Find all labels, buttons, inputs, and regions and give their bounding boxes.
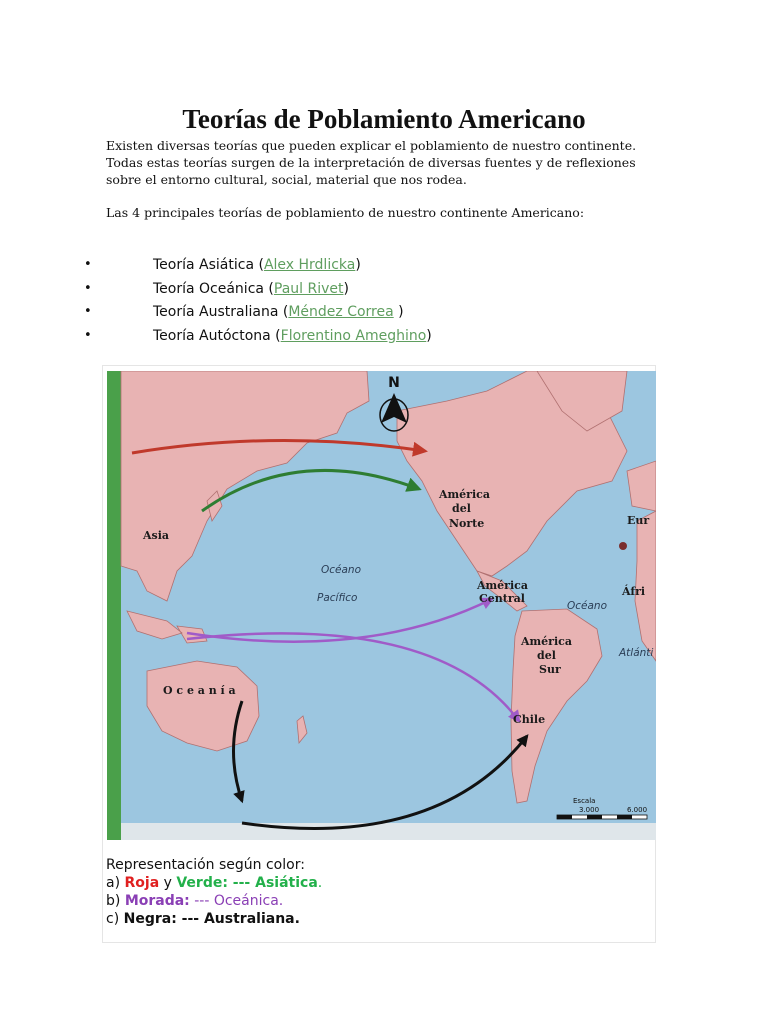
theory-name: Teoría Autóctona ( <box>153 327 281 344</box>
paren-close: ) <box>343 280 349 297</box>
label-na: del <box>452 502 471 515</box>
label-ca: Central <box>479 592 525 605</box>
bullet: • <box>84 327 92 343</box>
theory-name: Teoría Asiática ( <box>153 257 264 273</box>
bullet: • <box>84 257 92 272</box>
migration-map <box>107 371 656 840</box>
label-pacific: Pacífico <box>317 592 358 604</box>
compass-north-label: N <box>388 375 400 391</box>
label-ca: América <box>477 579 528 592</box>
theories-list <box>0 255 768 349</box>
paren-close: ) <box>393 304 404 320</box>
lead-sentence: Las 4 principales teorías de poblamiento de nuestro continente Americano: <box>106 205 585 220</box>
legend-black: Negra: <box>123 911 177 927</box>
label-ocean-right: Océano <box>567 600 608 612</box>
label-sa: del <box>537 649 556 662</box>
intro-line: Existen diversas teorías que pueden explicar el poblamiento de nuestro continente. <box>106 138 637 153</box>
author-link[interactable]: Méndez Correa <box>288 304 394 320</box>
bullet: • <box>84 304 92 319</box>
author-link[interactable]: Florentino Ameghino <box>280 327 427 344</box>
legend-heading: Representación según color: <box>106 857 305 873</box>
page-title: Teorías de Poblamiento Americano <box>182 104 586 134</box>
label-europe: Eur <box>627 514 650 527</box>
map-bottom-band <box>121 823 656 840</box>
label-chile: Chile <box>513 713 546 726</box>
label-sa: América <box>521 635 572 648</box>
scale-end: 6.000 <box>627 806 648 814</box>
label-asia: Asia <box>143 529 170 542</box>
bullet: • <box>84 280 92 296</box>
label-africa: Áfri <box>622 585 646 598</box>
label-na: Norte <box>449 517 485 530</box>
label-na: América <box>439 488 490 501</box>
legend-row-a: a) Roja y Verde: --- Asiática. <box>106 875 323 891</box>
theory-name: Teoría Oceánica ( <box>153 280 274 297</box>
legend-green: Verde: <box>176 875 228 891</box>
paren-close: ) <box>426 327 432 344</box>
list-item <box>0 255 768 279</box>
list-item <box>0 302 768 326</box>
list-item <box>0 279 768 303</box>
label-sa: Sur <box>539 663 561 676</box>
list-item <box>0 326 768 350</box>
label-oceania: O c e a n í a <box>163 684 236 697</box>
map-border-strip <box>107 371 121 840</box>
intro-line: sobre el entorno cultural, social, material que nos rodea. <box>106 172 467 187</box>
author-link[interactable]: Alex Hrdlicka <box>263 257 356 273</box>
label-atlantic: Atlánti <box>619 647 654 659</box>
author-link[interactable]: Paul Rivet <box>273 280 344 297</box>
color-legend <box>106 856 322 928</box>
legend-red: Roja <box>124 875 160 891</box>
label-pacific: Océano <box>321 564 362 576</box>
scale-mid: 3.000 <box>579 806 600 814</box>
island-marker <box>619 542 627 550</box>
paren-close: ) <box>355 257 361 273</box>
intro-line: Todas estas teorías surgen de la interpretación de diversas fuentes y de reflexiones <box>106 155 636 170</box>
theory-name: Teoría Australiana ( <box>153 304 289 320</box>
scale-title: Escala <box>573 797 596 805</box>
legend-row-c: c) Negra: --- Australiana. <box>106 911 300 927</box>
legend-row-b: b) Morada: --- Oceánica. <box>106 893 284 909</box>
legend-purple: Morada: <box>124 893 190 909</box>
intro-paragraph <box>106 137 666 188</box>
